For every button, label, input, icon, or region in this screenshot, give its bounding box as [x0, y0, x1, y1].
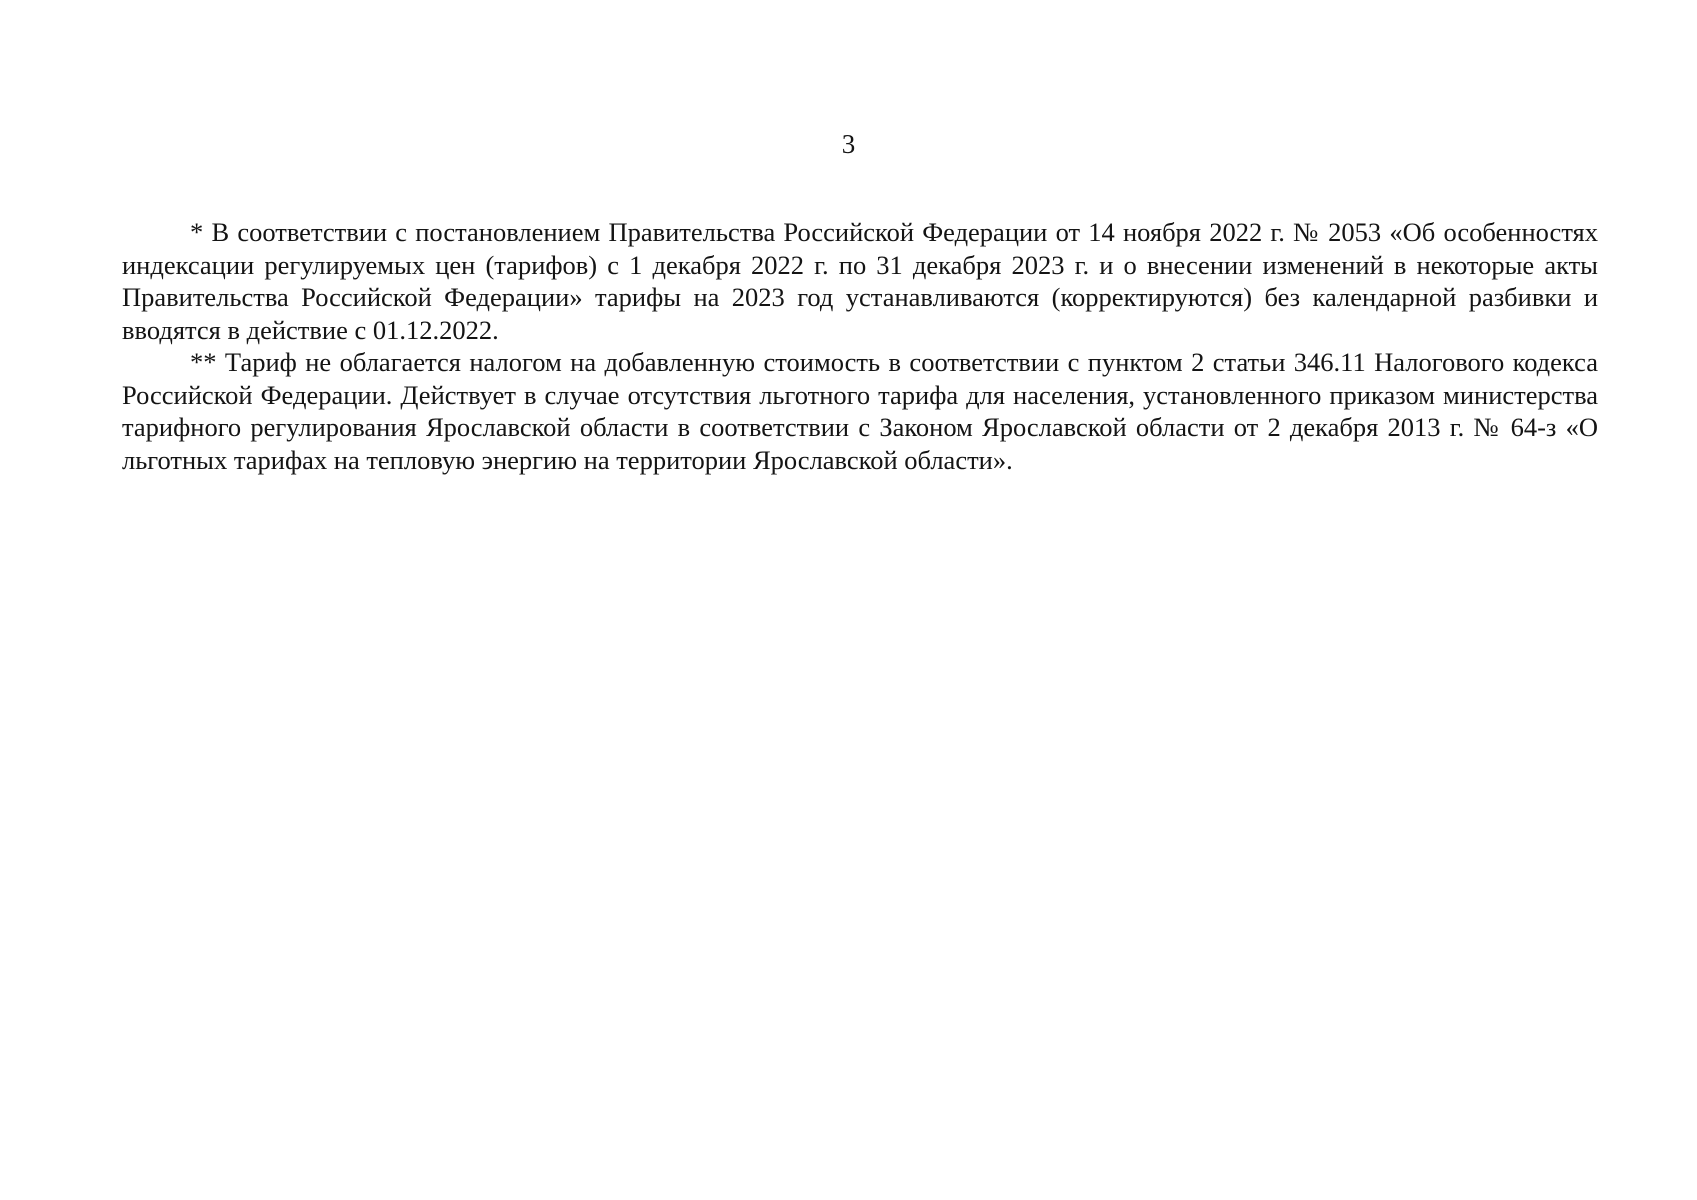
page-number: 3 [841, 129, 856, 159]
footnotes-section [122, 216, 1598, 476]
footnote-2: ** Тариф не облагается налогом на добавленную стоимость в соответствии с пунктом 2 статьи 346.11 Налогового кодекса Российской Федерации. Действует в случае отсутствия льготного тарифа для населения, установленного приказом министерства тарифного регулирования Ярославской области в соответствии с Законом Ярославской области от 2 декабря 2013 г. № 64-з «О льготных тарифах на тепловую энергию на территории Ярославской области». [122, 347, 1598, 475]
footnote-1: * В соответствии с постановлением Правительства Российской Федерации от 14 ноября 2022 г. № 2053 «Об особенностях индексации регулируемых цен (тарифов) с 1 декабря 2022 г. по 31 декабря 2023 г. и о внесении изменений в некоторые акты Правительства Российской Федерации» тарифы на 2023 год устанавливаются (корректируются) без календарной разбивки и вводятся в действие с 01.12.2022. [122, 217, 1598, 345]
